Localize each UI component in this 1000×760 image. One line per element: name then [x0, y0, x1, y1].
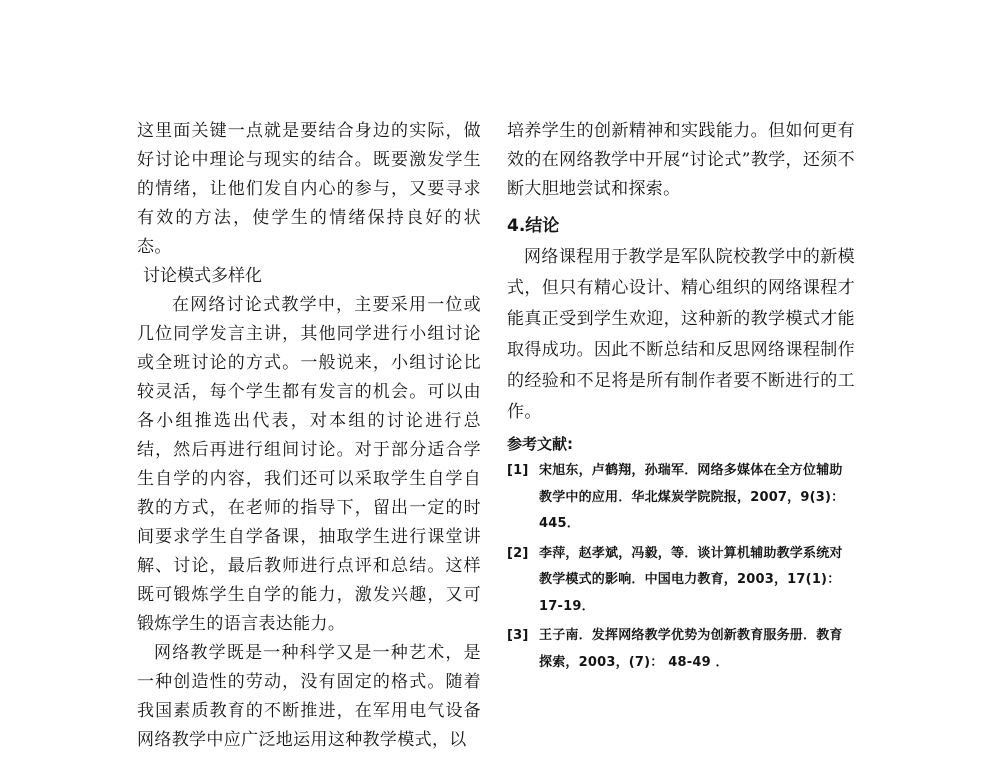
- paragraph-continued: 培养学生的创新精神和实践能力。但如何更有效的在网络教学中开展“讨论式”教学，还须不断大胆地尝试和探索。: [507, 121, 855, 199]
- reference-number: [3]: [507, 628, 529, 643]
- subheading-discussion-modes: 讨论模式多样化: [143, 266, 262, 286]
- left-column: [137, 113, 481, 755]
- reference-text: 宋旭东，卢鹤翔，孙瑞军．网络多媒体在全方位辅助教学中的应用．华北煤炭学院院报，2007，9(3)：445．: [539, 463, 845, 531]
- reference-item: [507, 458, 855, 538]
- reference-text: 王子南．发挥网络教学优势为创新教育服务册．教育探索，2003，(7)： 48-49 ．: [539, 628, 843, 670]
- section-heading-conclusion: 4.结论: [507, 216, 560, 236]
- reference-text: 李萍，赵孝斌，冯毅，等．谈计算机辅助教学系统对教学模式的影响．中国电力教育，2003，17(1)：17-19．: [539, 545, 843, 614]
- paragraph-discussion-goals: 这里面关键一点就是要结合身边的实际，做好讨论中理论与现实的结合。既要激发学生的情绪，让他们发自内心的参与，又要寻求有效的方法，使学生的情绪保持良好的状态。: [137, 121, 481, 257]
- paragraph-conclusion: 网络课程用于教学是军队院校教学中的新模式，但只有精心设计、精心组织的网络课程才能真正受到学生欢迎，这种新的教学模式才能取得成功。因此不断总结和反思网络课程制作的经验和不足将是所有制作者要不断进行的工作。: [507, 247, 855, 422]
- reference-item: [507, 541, 855, 621]
- reference-number: [1]: [507, 463, 529, 478]
- reference-number: [2]: [507, 545, 529, 561]
- reference-list: [507, 458, 855, 676]
- paragraph-discussion-methods: 在网络讨论式教学中，主要采用一位或几位同学发言主讲，其他同学进行小组讨论或全班讨论的方式。一般说来，小组讨论比较灵活，每个学生都有发言的机会。可以由各小组推选出代表，对本组的讨论进行总结，然后再进行组间讨论。对于部分适合学生自学的内容，我们还可以采取学生自学自教的方式，在老师的指导下，留出一定的时间要求学生自学备课，抽取学生进行课堂讲解、讨论，最后教师进行点评和总结。这样既可锻炼学生自学的能力，激发兴趣，又可锻炼学生的语言表达能力。: [137, 295, 481, 634]
- reference-item: [507, 623, 855, 676]
- right-column: [507, 113, 855, 679]
- paragraph-network-teaching-art: 网络教学既是一种科学又是一种艺术，是一种创造性的劳动，没有固定的格式。随着我国素质教育的不断推进，在军用电气设备网络教学中应广泛地运用这种教学模式，以: [137, 643, 481, 750]
- references-heading: 参考文献:: [507, 435, 573, 453]
